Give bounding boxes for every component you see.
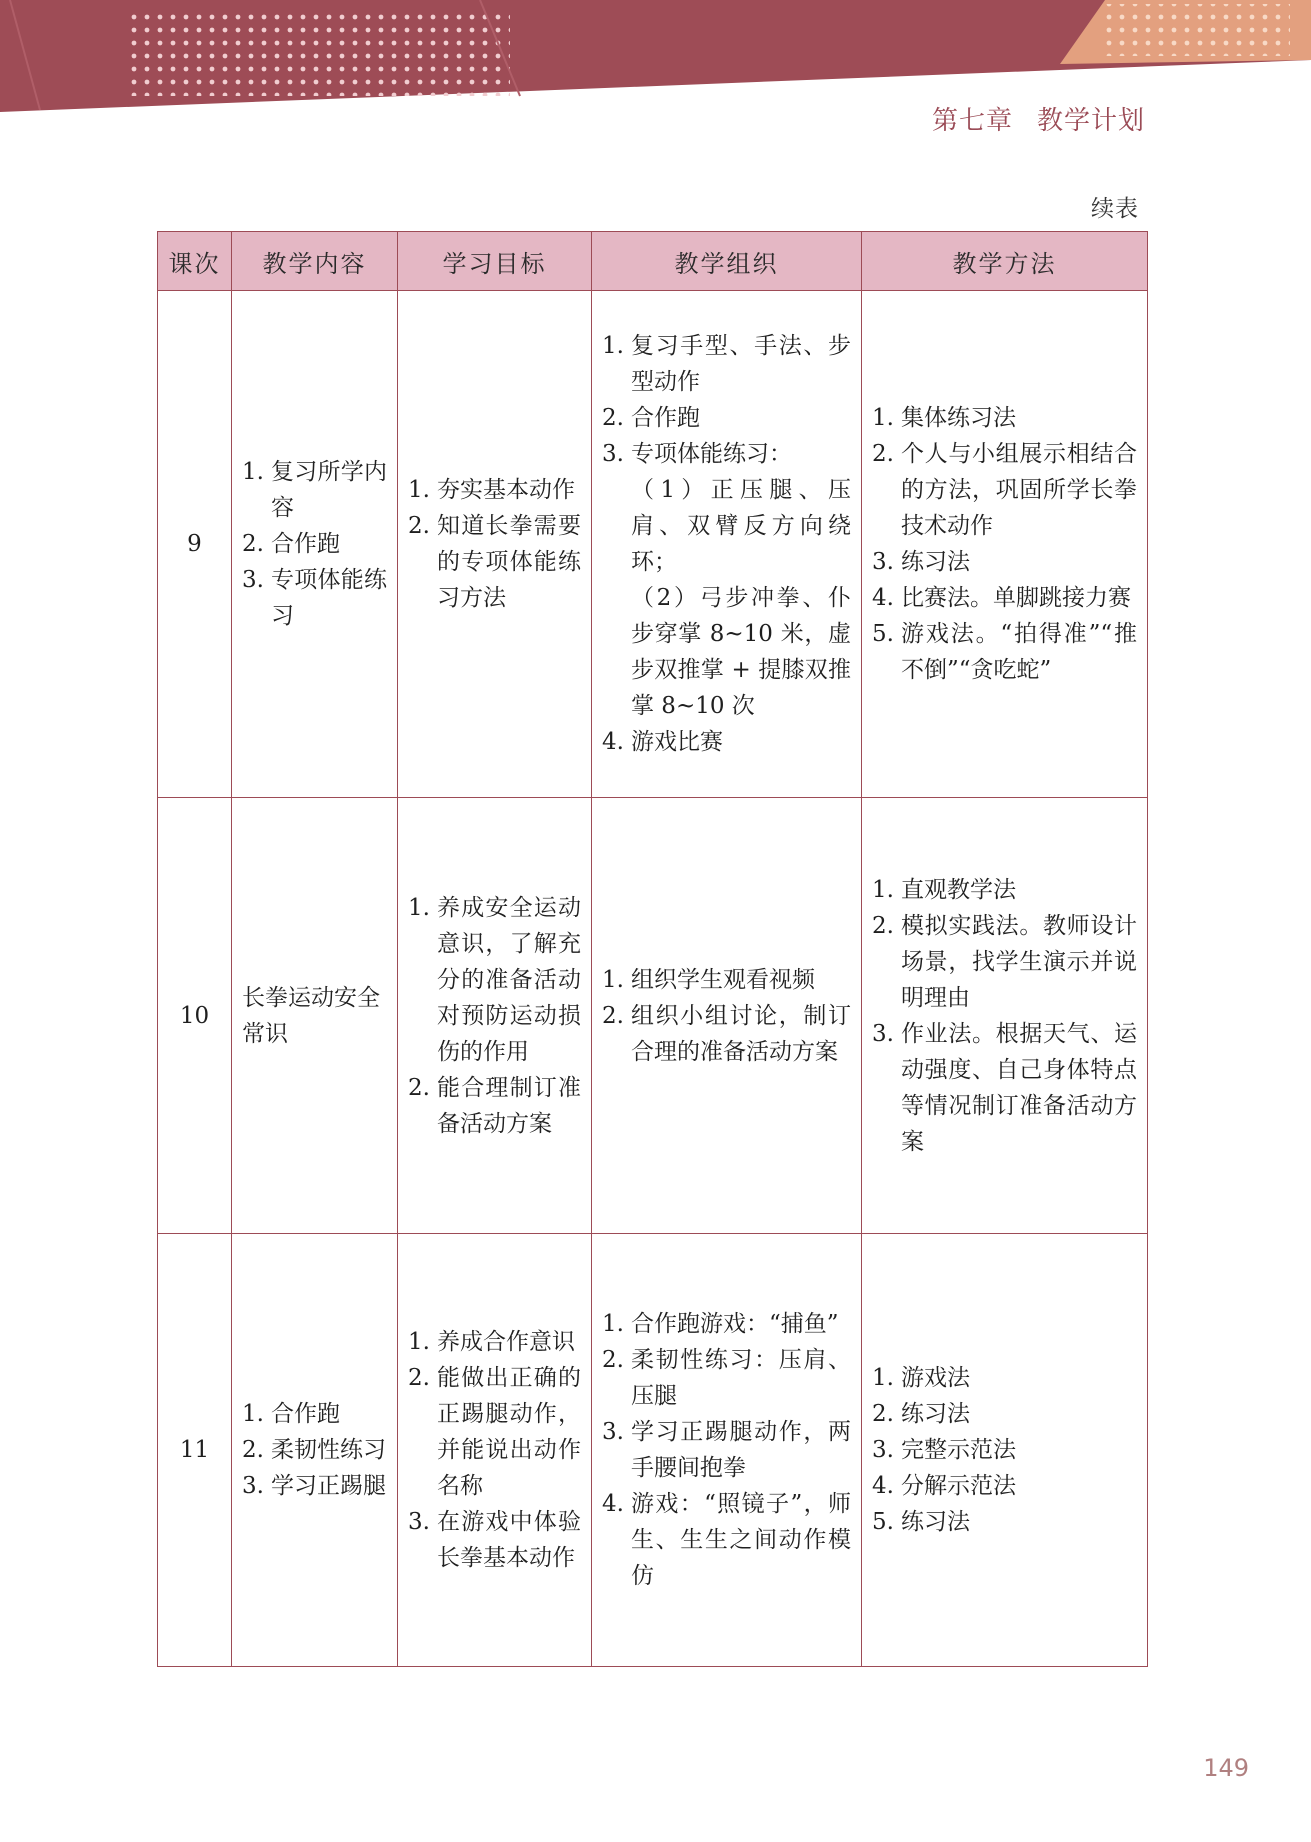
table-row	[158, 291, 1148, 798]
chapter-heading	[932, 100, 1145, 137]
list-item: 3. 专项体能练习： （1）正压腿、压肩、双臂反方向绕环； （2）弓步冲拳、仆步穿掌 8~10 米，虚步双推掌 + 提膝双推掌 8~10 次	[602, 436, 851, 724]
list-item: 1. 复习手型、手法、步型动作	[602, 333, 851, 395]
methods-cell	[862, 1234, 1148, 1667]
list-item: 1. 直观教学法	[872, 876, 1016, 903]
list-item: 4. 分解示范法	[872, 1473, 1016, 1499]
banner-dots-right	[1100, 4, 1290, 56]
table-header-row	[158, 232, 1148, 291]
list-item: 1. 养成安全运动意识，了解充分的准备活动对预防运动损伤的作用	[408, 894, 581, 1065]
list-item: 2. 能做出正确的正踢腿动作，并能说出动作名称	[408, 1365, 581, 1499]
page-number: 149	[1203, 1754, 1249, 1782]
list-item: 2. 练习法	[872, 1401, 970, 1427]
table-row	[158, 1234, 1148, 1667]
header-content: 教学内容	[232, 232, 398, 291]
list-item: 5. 游戏法。“拍得准”“推不倒”“贪吃蛇”	[872, 621, 1137, 683]
list-item: 1. 养成合作意识	[408, 1329, 575, 1355]
goals-cell	[398, 291, 592, 798]
list-item: 2. 柔韧性练习	[242, 1437, 386, 1463]
goals-cell	[398, 798, 592, 1234]
content-cell	[232, 1234, 398, 1667]
lesson-number: 11	[158, 1234, 232, 1667]
list-item: 3. 练习法	[872, 549, 970, 575]
chapter-number: 第七章	[931, 106, 1013, 136]
header-methods: 教学方法	[862, 232, 1148, 291]
list-item: 1. 复习所学内容	[242, 459, 387, 521]
list-item: 2. 合作跑	[242, 531, 340, 557]
list-item: 4. 游戏：“照镜子”，师生、生生之间动作模仿	[602, 1491, 851, 1589]
header-lesson: 课次	[158, 232, 232, 291]
organization-cell	[592, 798, 862, 1234]
list-item: 5. 练习法	[872, 1509, 970, 1535]
continued-label: 续表	[1091, 196, 1139, 222]
list-item: 3. 学习正踢腿动作，两手腰间抱拳	[602, 1419, 851, 1481]
organization-cell	[592, 291, 862, 798]
goals-cell	[398, 1234, 592, 1667]
banner-dots-left	[130, 8, 510, 96]
list-item: 2. 柔韧性练习：压肩、压腿	[602, 1347, 851, 1409]
header-organization: 教学组织	[592, 232, 862, 291]
list-item: 3. 在游戏中体验长拳基本动作	[408, 1509, 581, 1571]
table-row	[158, 798, 1148, 1234]
header-goals: 学习目标	[398, 232, 592, 291]
list-item: 1. 组织学生观看视频	[602, 966, 815, 993]
list-item: 2. 模拟实践法。教师设计场景，找学生演示并说明理由	[872, 912, 1137, 1011]
list-item: 3. 学习正踢腿	[242, 1473, 386, 1499]
list-item: 3. 作业法。根据天气、运动强度、自己身体特点等情况制订准备活动方案	[872, 1020, 1137, 1155]
list-item: 1. 夯实基本动作	[408, 477, 575, 503]
methods-cell	[862, 798, 1148, 1234]
list-item: 1. 集体练习法	[872, 405, 1016, 431]
sub-item: （1）正压腿、压肩、双臂反方向绕环；	[631, 477, 851, 575]
organization-cell	[592, 1234, 862, 1667]
list-item: 1. 游戏法	[872, 1365, 970, 1391]
lesson-plan-table	[157, 231, 1148, 1667]
list-item: 2. 个人与小组展示相结合的方法，巩固所学长拳技术动作	[872, 441, 1137, 539]
content-cell	[232, 798, 398, 1234]
content-cell	[232, 291, 398, 798]
list-item: 1. 合作跑游戏：“捕鱼”	[602, 1311, 839, 1337]
list-item: 2. 知道长拳需要的专项体能练习方法	[408, 513, 581, 611]
list-item: 3. 完整示范法	[872, 1437, 1016, 1463]
list-item: 2. 合作跑	[602, 405, 700, 431]
list-item: 1. 合作跑	[242, 1401, 340, 1427]
lesson-number: 9	[158, 291, 232, 798]
list-item: 2. 能合理制订准备活动方案	[408, 1074, 581, 1137]
methods-cell	[862, 291, 1148, 798]
list-item: 2. 组织小组讨论，制订合理的准备活动方案	[602, 1002, 851, 1065]
sub-item: （2）弓步冲拳、仆步穿掌 8~10 米，虚步双推掌 + 提膝双推掌 8~10 次	[631, 585, 851, 719]
chapter-title: 教学计划	[1036, 106, 1145, 136]
list-item: 3. 专项体能练习	[242, 567, 387, 629]
content-text: 长拳运动安全常识	[242, 984, 380, 1047]
lesson-number: 10	[158, 798, 232, 1234]
list-item: 4. 游戏比赛	[602, 729, 723, 755]
list-item: 4. 比赛法。单脚跳接力赛	[872, 585, 1131, 611]
